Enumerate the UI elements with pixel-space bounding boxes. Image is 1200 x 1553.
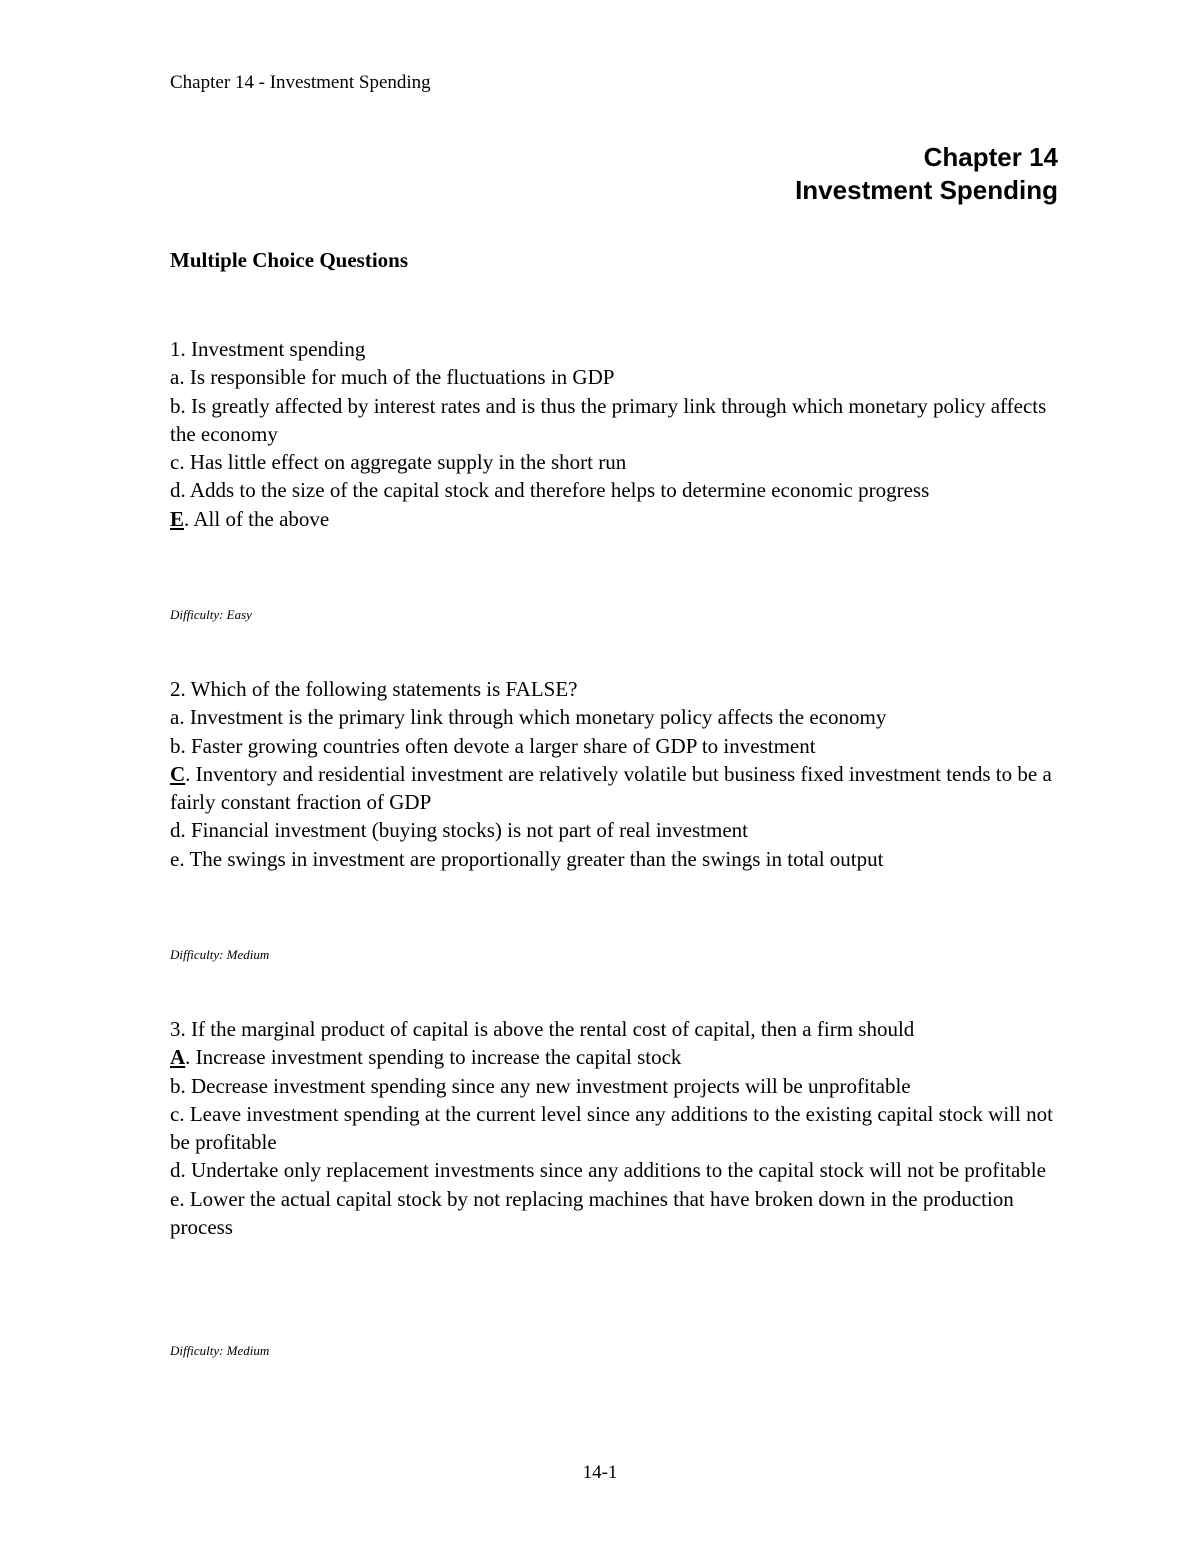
page-number: 14-1 xyxy=(582,1462,618,1483)
option-letter: b xyxy=(170,1073,181,1098)
option-text: . Increase investment spending to increase the capital stock xyxy=(185,1045,682,1070)
answer-option xyxy=(170,1072,1060,1100)
answer-option-correct xyxy=(170,760,1060,817)
answer-option xyxy=(170,1100,1060,1157)
option-text: . Adds to the size of the capital stock and therefore helps to determine economic progress xyxy=(180,478,930,503)
option-letter: a xyxy=(170,705,180,730)
correct-option-letter: A xyxy=(170,1045,186,1070)
answer-option xyxy=(170,732,1060,760)
option-letter: e xyxy=(170,1186,180,1211)
option-text: . Undertake only replacement investments since any additions to the capital stock will not be profitable xyxy=(180,1158,1046,1183)
answer-option-correct xyxy=(170,1043,1060,1071)
chapter-title-block xyxy=(795,141,1058,207)
question-2 xyxy=(170,675,1060,873)
option-text: . Is greatly affected by interest rates and is thus the primary link through which monetary policy affects the economy xyxy=(170,393,1047,446)
answer-option xyxy=(170,476,1060,504)
answer-option xyxy=(170,1156,1060,1184)
correct-option-letter: E xyxy=(170,506,185,531)
question-stem: 1. Investment spending xyxy=(170,337,366,361)
option-letter: a xyxy=(170,365,180,390)
option-letter: b xyxy=(170,733,181,758)
question-3 xyxy=(170,1015,1060,1241)
difficulty-label: Difficulty: Easy xyxy=(170,607,252,622)
answer-option xyxy=(170,816,1060,844)
option-text: . The swings in investment are proportionally greater than the swings in total output xyxy=(179,846,884,871)
answer-option xyxy=(170,448,1060,476)
question-1 xyxy=(170,335,1060,533)
answer-option xyxy=(170,703,1060,731)
question-stem: 3. If the marginal product of capital is above the rental cost of capital, then a firm should xyxy=(170,1017,915,1041)
difficulty-label: Difficulty: Medium xyxy=(170,1343,270,1358)
answer-option xyxy=(170,392,1060,449)
difficulty-label: Difficulty: Medium xyxy=(170,947,270,962)
option-text: . Is responsible for much of the fluctuations in GDP xyxy=(179,365,615,390)
running-header: Chapter 14 - Investment Spending xyxy=(170,72,431,93)
correct-option-letter: C xyxy=(170,761,186,786)
option-text: . Financial investment (buying stocks) is not part of real investment xyxy=(180,818,748,843)
option-letter: e xyxy=(170,846,180,871)
option-text: . Inventory and residential investment are relatively volatile but business fixed investment tends to be a fairly constant fraction of GDP xyxy=(170,761,1052,815)
option-letter: d xyxy=(170,818,181,843)
option-text: . Faster growing countries often devote a larger share of GDP to investment xyxy=(180,733,816,758)
option-letter: d xyxy=(170,1158,181,1183)
answer-option-correct xyxy=(170,505,1060,533)
answer-option xyxy=(170,845,1060,873)
question-stem: 2. Which of the following statements is FALSE? xyxy=(170,677,578,701)
option-letter: d xyxy=(170,478,181,503)
option-letter: b xyxy=(170,393,181,418)
option-letter: c xyxy=(170,1101,180,1126)
option-text: . Lower the actual capital stock by not replacing machines that have broken down in the production process xyxy=(170,1186,1014,1240)
option-text: . Investment is the primary link through which monetary policy affects the economy xyxy=(179,705,887,730)
chapter-name: Investment Spending xyxy=(795,175,1058,205)
answer-option xyxy=(170,363,1060,391)
option-text: . Has little effect on aggregate supply in the short run xyxy=(179,450,627,475)
option-text: . Leave investment spending at the current level since any additions to the existing capital stock will not be profitable xyxy=(170,1101,1053,1155)
option-text: . All of the above xyxy=(184,506,330,531)
chapter-number: Chapter 14 xyxy=(923,142,1058,172)
answer-option xyxy=(170,1185,1060,1242)
section-heading: Multiple Choice Questions xyxy=(170,248,409,272)
option-text: . Decrease investment spending since any new investment projects will be unprofitable xyxy=(180,1073,911,1098)
option-letter: c xyxy=(170,450,180,475)
